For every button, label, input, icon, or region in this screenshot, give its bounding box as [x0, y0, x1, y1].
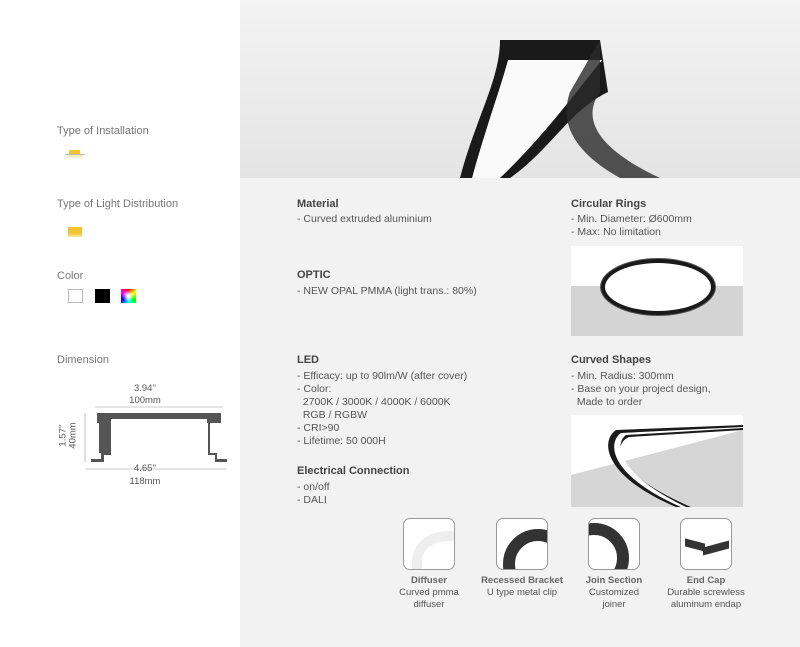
shapes-title: Curved Shapes [571, 354, 652, 366]
width-inches: 3.94'' [133, 383, 157, 394]
led-line: - CRI>90 [297, 422, 340, 434]
led-line: 2700K / 3000K / 4000K / 6000K [297, 396, 451, 408]
led-line: - Lifetime: 50 000H [297, 435, 386, 447]
led-line: RGB / RGBW [297, 409, 368, 421]
accessory-desc: U type metal clip [486, 587, 558, 598]
height-mm: 40mm [67, 422, 79, 449]
accessory-desc: Curved pmma diffuser [399, 587, 459, 610]
accessory-recessed-bracket [472, 575, 572, 599]
accessory-desc: Durable screwless aluminum endap [667, 587, 745, 610]
color-swatch-rgb[interactable] [121, 289, 136, 303]
color-swatch-white[interactable] [68, 289, 83, 303]
electrical-title: Electrical Connection [297, 465, 410, 477]
accessory-diffuser [379, 575, 479, 611]
optic-line: - NEW OPAL PMMA (light trans.: 80%) [297, 285, 477, 297]
curved-luminaire-render [240, 0, 800, 178]
curved-shape-image [571, 415, 743, 507]
recessed-installation-icon [65, 150, 85, 158]
end-cap-image [680, 518, 732, 570]
diffuser-image [403, 518, 455, 570]
accessory-name: Recessed Bracket [481, 575, 563, 586]
led-line: - Efficacy: up to 90lm/W (after cover) [297, 370, 468, 382]
join-section-image [588, 518, 640, 570]
product-hero-image [240, 0, 800, 178]
shapes-line: Made to order [571, 396, 643, 408]
electrical-line: - on/off [297, 481, 330, 493]
accessory-join-section [564, 575, 664, 611]
circular-ring-image [571, 246, 743, 336]
dimension-drawing [55, 380, 235, 490]
height-inches: 1.57'' [57, 424, 69, 447]
led-lines [297, 370, 467, 448]
led-title: LED [297, 354, 319, 366]
material-title: Material [297, 198, 339, 210]
dimension-label: Dimension [57, 354, 109, 366]
bottom-mm: 118mm [129, 476, 161, 487]
installation-label: Type of Installation [57, 125, 149, 137]
light-distribution-icon [68, 227, 82, 237]
shapes-line: - Min. Radius: 300mm [571, 370, 674, 382]
accessory-name: End Cap [686, 575, 726, 586]
electrical-line: - DALI [297, 494, 327, 506]
material-line: - Curved extruded aluminium [297, 213, 432, 225]
color-label: Color [57, 270, 84, 282]
distribution-label: Type of Light Distribution [57, 198, 179, 210]
recessed-bracket-image [496, 518, 548, 570]
accessory-name: Join Section [585, 575, 643, 586]
bottom-inches: 4.65'' [133, 463, 157, 474]
shapes-line: - Base on your project design, [571, 383, 711, 395]
optic-title: OPTIC [297, 269, 331, 281]
rings-title: Circular Rings [571, 198, 647, 210]
accessory-desc: Customized joiner [588, 587, 640, 610]
accessory-name: Diffuser [411, 575, 447, 586]
led-line: - Color: [297, 383, 332, 395]
accessory-end-cap [656, 575, 756, 611]
width-mm: 100mm [129, 395, 161, 406]
rings-line: - Min. Diameter: Ø600mm [571, 213, 692, 225]
color-swatch-black[interactable] [95, 289, 110, 303]
left-panel [0, 0, 240, 647]
rings-line: - Max: No limitation [571, 226, 661, 238]
